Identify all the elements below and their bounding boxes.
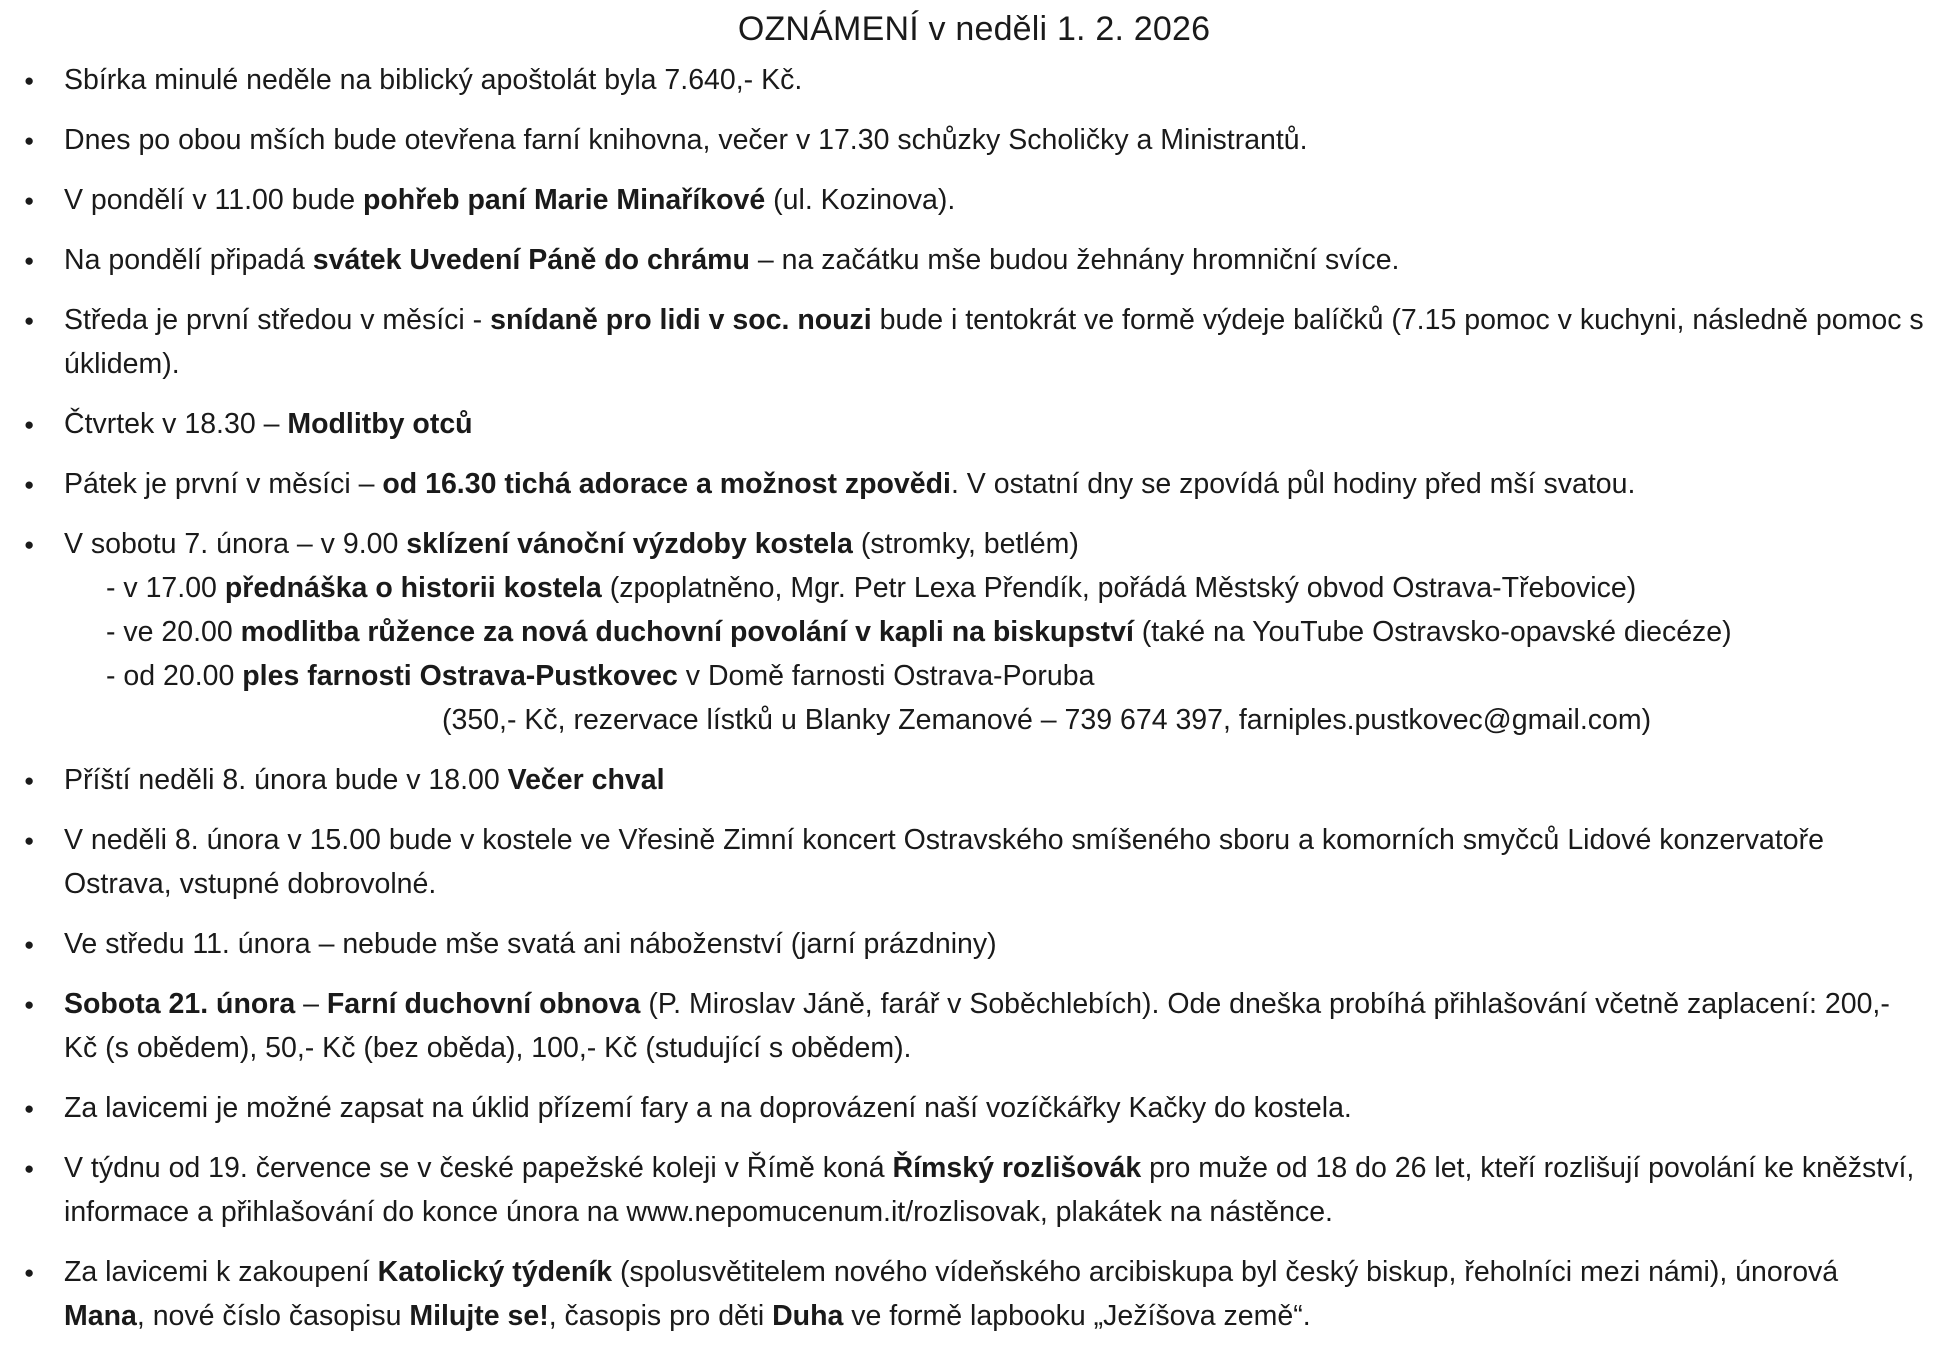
item-bold-text: snídaně pro lidi v soc. nouzi: [490, 304, 872, 336]
item-text: pro muže od 18 do 26 let, kteří rozlišují povolání ke kněžství, informace a přihlašování do konce února na www.nepomucenum.it/rozlisovak, plakátek na nástěnce.: [64, 1152, 1915, 1228]
item-text: Za lavicemi je možné zapsat na úklid přízemí fary a na doprovázení naší vozíčkářky Kačky do kostela.: [64, 1092, 1352, 1124]
item-text: Pátek je první v měsíci –: [64, 468, 383, 500]
sub-item-text: - v 17.00: [106, 572, 225, 604]
item-bold-text: Farní duchovní obnova: [326, 988, 641, 1020]
sub-item-bold-text: přednáška o historii kostela: [224, 572, 602, 604]
list-item: [22, 922, 1926, 966]
sub-item-ball: [64, 654, 1926, 698]
item-text: Středa je první středou v měsíci -: [64, 304, 491, 336]
announcement-list: [22, 58, 1926, 1338]
item-bold-text: sklízení vánoční výzdoby kostela: [406, 528, 853, 560]
item-bold-text: od 16.30 tichá adorace a možnost zpovědi: [382, 468, 951, 500]
list-item-saturday: [22, 522, 1926, 742]
sub-item-lecture: [64, 566, 1926, 610]
item-text: Čtvrtek v 18.30 –: [64, 408, 288, 440]
item-text: (ul. Kozinova).: [765, 184, 956, 216]
list-item: [22, 118, 1926, 162]
item-text: Za lavicemi k zakoupení: [64, 1256, 378, 1288]
sub-item-text: (zpoplatněno, Mgr. Petr Lexa Přendík, pořádá Městský obvod Ostrava-Třebovice): [601, 572, 1637, 604]
list-item: [22, 462, 1926, 506]
item-text: Na pondělí připadá: [64, 244, 313, 276]
list-item: [22, 758, 1926, 802]
sub-item-text: - od 20.00: [106, 660, 243, 692]
item-text: V týdnu od 19. července se v české papežské koleji v Římě koná: [64, 1152, 893, 1184]
list-item: [22, 402, 1926, 446]
item-text: Dnes po obou mších bude otevřena farní knihovna, večer v 17.30 schůzky Scholičky a Ministrantů.: [64, 124, 1308, 156]
sub-item-text: v Domě farnosti Ostrava-Poruba: [677, 660, 1095, 692]
item-text: Sbírka minulé neděle na biblický apoštolát byla 7.640,- Kč.: [64, 64, 803, 96]
list-item: [22, 1146, 1926, 1234]
item-text: Ve středu 11. února – nebude mše svatá ani náboženství (jarní prázdniny): [64, 928, 997, 960]
item-text: –: [295, 988, 327, 1020]
item-bold-text: pohřeb paní Marie Minaříkové: [362, 184, 766, 216]
item-text: Příští neděli 8. února bude v 18.00: [64, 764, 508, 796]
item-bold-text: Sobota 21. února: [64, 988, 296, 1020]
list-item: [22, 818, 1926, 906]
item-text: (P. Miroslav Jáně, farář v Soběchlebích). Ode dneška probíhá přihlašování včetně zaplacení: 200,- Kč (s obědem), 50,- Kč (bez oběda), 100,- Kč (studující s obědem).: [64, 988, 1890, 1064]
item-text: (spolusvětitelem nového vídeňského arcibiskupa byl český biskup, řeholníci mezi námi), únorová: [612, 1256, 1839, 1288]
list-item: [22, 298, 1926, 386]
item-bold-text: Milujte se!: [409, 1300, 549, 1332]
sub-item-bold-text: ples farnosti Ostrava-Pustkovec: [242, 660, 678, 692]
item-text: V sobotu 7. února – v 9.00: [64, 528, 407, 560]
list-item: [22, 238, 1926, 282]
sub-item-bold-text: modlitba růžence za nová duchovní povolání v kapli na biskupství: [240, 616, 1134, 648]
item-bold-text: Večer chval: [507, 764, 665, 796]
sub-item-ball-details: (350,- Kč, rezervace lístků u Blanky Zemanové – 739 674 397, farniples.pustkovec@gmail.com): [442, 704, 1652, 736]
item-bold-text: Duha: [772, 1300, 844, 1332]
list-item: [22, 178, 1926, 222]
item-text: bude i tentokrát ve formě výdeje balíčků (7.15 pomoc v kuchyni, následně pomoc s úklidem).: [64, 304, 1924, 380]
item-bold-text: Katolický týdeník: [377, 1256, 613, 1288]
item-bold-text: Mana: [64, 1300, 137, 1332]
list-item: [22, 982, 1926, 1070]
item-text: , časopis pro děti: [548, 1300, 773, 1332]
list-item: [22, 1250, 1926, 1338]
sub-item-rosary: [64, 610, 1926, 654]
item-bold-text: Římský rozlišovák: [892, 1152, 1142, 1184]
item-text: V pondělí v 11.00 bude: [64, 184, 363, 216]
item-text: . V ostatní dny se zpovídá půl hodiny před mší svatou.: [950, 468, 1636, 500]
sub-item-text: (také na YouTube Ostravsko-opavské diecéze): [1133, 616, 1732, 648]
item-bold-text: svátek Uvedení Páně do chrámu: [312, 244, 750, 276]
item-text: , nové číslo časopisu: [136, 1300, 410, 1332]
list-item: [22, 1086, 1926, 1130]
list-item: [22, 58, 1926, 102]
sub-item-text: - ve 20.00: [106, 616, 241, 648]
item-text: ve formě lapbooku „Ježíšova země“.: [843, 1300, 1311, 1332]
item-text: – na začátku mše budou žehnány hromniční svíce.: [749, 244, 1400, 276]
item-bold-text: Modlitby otců: [287, 408, 473, 440]
item-text: V neděli 8. února v 15.00 bude v kostele ve Vřesině Zimní koncert Ostravského smíšeného sboru a komorních smyčců Lidové konzervatoře Ostrava, vstupné dobrovolné.: [64, 824, 1824, 900]
page-title: OZNÁMENÍ v neděli 1. 2. 2026: [737, 10, 1211, 48]
item-text: (stromky, betlém): [852, 528, 1079, 560]
